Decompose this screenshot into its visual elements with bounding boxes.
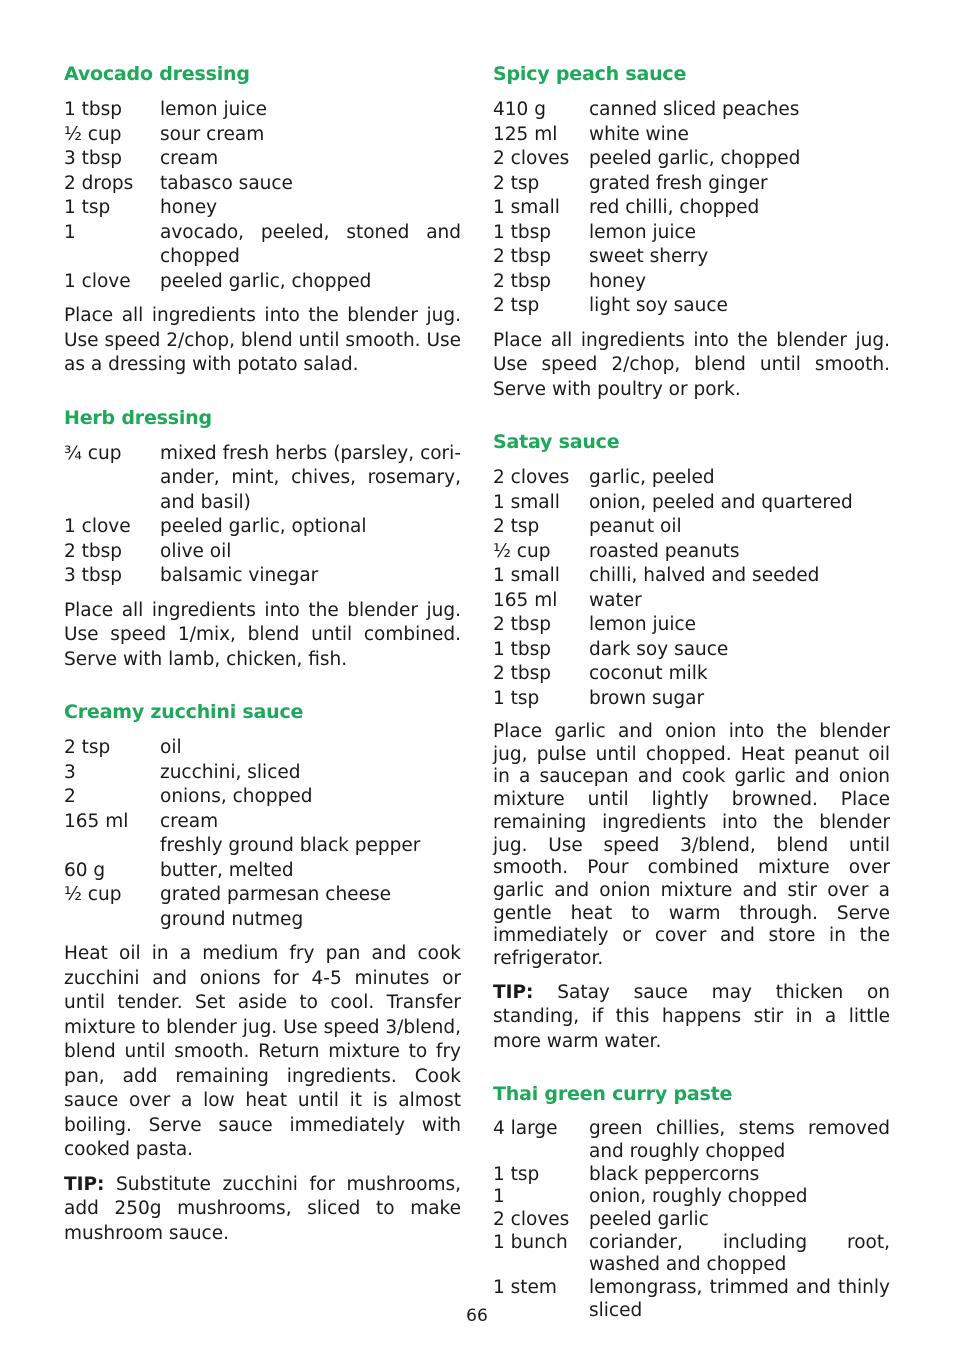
ingredient-desc: freshly ground black pepper <box>160 835 421 856</box>
ingredient-qty: 60 g <box>64 859 106 881</box>
ingredient-row <box>64 785 461 810</box>
ingredient-qty: 2 tsp <box>493 295 540 316</box>
ingredient-row <box>493 687 890 712</box>
recipe-tip <box>64 1173 461 1247</box>
ingredient-desc: coriander, including root, washed and chopped <box>589 1231 890 1276</box>
ingredient-desc: lemongrass, trimmed and thinly sliced <box>589 1277 890 1321</box>
ingredient-qty <box>64 908 160 933</box>
ingredient-row <box>64 196 461 221</box>
ingredient-desc: cream <box>160 810 219 832</box>
ingredient-desc: olive oil <box>160 540 232 562</box>
ingredient-desc: onions, chopped <box>160 786 313 807</box>
ingredient-list <box>64 442 461 589</box>
ingredient-row <box>64 736 461 761</box>
ingredient-row <box>493 1186 890 1209</box>
ingredient-qty: 1 tsp <box>493 1163 540 1185</box>
ingredient-row <box>493 221 890 246</box>
ingredient-list <box>64 736 461 932</box>
ingredient-row <box>64 810 461 835</box>
ingredient-desc: canned sliced peaches <box>589 99 800 120</box>
ingredient-desc: green chillies, stems removed and roughly chopped <box>589 1118 890 1162</box>
ingredient-row <box>493 245 890 270</box>
ingredient-qty: 2 tbsp <box>64 540 123 562</box>
recipe-avocado-dressing <box>64 62 461 378</box>
ingredient-list <box>493 98 890 319</box>
page-number: 66 <box>466 1306 488 1326</box>
ingredient-qty: 3 <box>64 761 76 783</box>
ingredient-desc: dark soy sauce <box>589 638 729 660</box>
ingredient-qty: 1 small <box>493 491 560 513</box>
ingredient-desc: coconut milk <box>589 663 708 684</box>
ingredient-qty: 1 tbsp <box>64 99 123 120</box>
ingredient-qty: ½ cup <box>64 884 122 905</box>
ingredient-desc: honey <box>160 197 218 218</box>
ingredient-desc: peeled garlic, chopped <box>160 270 372 292</box>
ingredient-qty: 2 tsp <box>493 516 540 537</box>
ingredient-qty: 125 ml <box>493 123 558 145</box>
ingredient-row <box>64 147 461 172</box>
recipe-method: Place all ingredients into the blender jug. Use speed 2/chop, blend until smooth. Use as a dressing with potato salad. <box>64 305 462 375</box>
recipe-title: Spicy peach sauce <box>493 63 687 85</box>
ingredient-desc: grated parmesan cheese <box>160 884 391 905</box>
right-column <box>493 58 890 1323</box>
ingredient-desc: sweet sherry <box>589 246 709 267</box>
ingredient-qty: 1 small <box>493 565 560 586</box>
ingredient-desc: butter, melted <box>160 859 294 881</box>
ingredient-qty: 2 cloves <box>493 148 570 169</box>
ingredient-row <box>64 859 461 884</box>
ingredient-qty: 1 <box>493 1186 505 1208</box>
recipe-title: Avocado dressing <box>64 63 250 85</box>
ingredient-desc: cream <box>160 148 219 169</box>
ingredient-row <box>493 270 890 295</box>
ingredient-qty: 2 tbsp <box>493 246 552 267</box>
ingredient-desc: roasted peanuts <box>589 540 740 562</box>
recipe-title: Satay sauce <box>493 431 620 453</box>
recipe-tip <box>493 981 890 1055</box>
tip-label: TIP: <box>64 1173 105 1195</box>
ingredient-qty: 1 <box>64 221 76 243</box>
ingredient-qty: 2 cloves <box>493 1209 570 1231</box>
ingredient-desc: sour cream <box>160 123 265 145</box>
ingredient-qty: 2 tsp <box>493 172 540 194</box>
tip-text: Satay sauce may thicken on standing, if this happens stir in a little more warm water. <box>493 981 890 1052</box>
ingredient-row <box>493 1232 890 1277</box>
ingredient-qty: ½ cup <box>64 123 122 145</box>
ingredient-qty: 2 <box>64 786 76 807</box>
ingredient-row <box>493 172 890 197</box>
ingredient-desc: brown sugar <box>589 687 705 709</box>
ingredient-row <box>493 1164 890 1187</box>
ingredient-desc: mixed fresh herbs (parsley, coriander, mint, chives, rosemary, and basil) <box>160 442 461 513</box>
ingredient-qty: 3 tbsp <box>64 148 123 169</box>
recipe-title: Creamy zucchini sauce <box>64 701 304 723</box>
ingredient-row <box>64 515 461 540</box>
ingredient-qty: 2 tbsp <box>493 663 552 684</box>
ingredient-row <box>493 147 890 172</box>
ingredient-row <box>493 638 890 663</box>
ingredient-qty: 1 clove <box>64 516 131 537</box>
ingredient-row <box>64 540 461 565</box>
ingredient-desc: onion, roughly chopped <box>589 1186 808 1208</box>
ingredient-row <box>64 761 461 786</box>
ingredient-row <box>64 172 461 197</box>
ingredient-row <box>64 442 461 516</box>
recipe-title: Herb dressing <box>64 406 212 429</box>
ingredient-desc: garlic, peeled <box>589 467 715 488</box>
ingredient-row <box>493 123 890 148</box>
recipe-satay-sauce <box>493 430 890 1054</box>
ingredient-qty <box>64 834 160 859</box>
ingredient-desc: light soy sauce <box>589 295 728 316</box>
ingredient-desc: lemon juice <box>589 221 697 243</box>
tip-text: Substitute zucchini for mushrooms, add 250g mushrooms, sliced to make mushroom sauce. <box>64 1173 461 1244</box>
ingredient-row <box>493 491 890 516</box>
ingredient-qty: 1 tsp <box>64 197 111 218</box>
ingredient-desc: peeled garlic, optional <box>160 516 367 537</box>
ingredient-desc: tabasco sauce <box>160 172 293 194</box>
ingredient-desc: balsamic vinegar <box>160 565 319 586</box>
recipe-method: Place all ingredients into the blender jug. Use speed 2/chop, blend until smooth. Serve with poultry or pork. <box>493 329 890 400</box>
ingredient-desc: peeled garlic, chopped <box>589 148 801 169</box>
ingredient-desc: grated fresh ginger <box>589 172 768 194</box>
ingredient-row <box>493 564 890 589</box>
ingredient-row <box>493 294 890 319</box>
recipe-method: Heat oil in a medium fry pan and cook zucchini and onions for 4-5 minutes or until tender. Set aside to cool. Transfer mixture to blender jug. Use speed 3/blend, blend until smooth. Return mixture to fry pan, add remaining ingredients. Cook sauce over a low heat until it is almost boiling. Serve sauce immediately with cooked pasta. <box>64 943 461 1160</box>
ingredient-qty: 1 stem <box>493 1277 557 1299</box>
ingredient-row <box>64 270 461 295</box>
ingredient-row <box>493 466 890 491</box>
ingredient-qty: 2 drops <box>64 172 134 194</box>
ingredient-row <box>64 564 461 589</box>
ingredient-desc: honey <box>589 270 647 292</box>
recipe-creamy-zucchini-sauce <box>64 700 461 1246</box>
ingredient-list <box>493 466 890 711</box>
ingredient-row <box>64 908 461 933</box>
ingredient-desc: zucchini, sliced <box>160 761 301 783</box>
ingredient-qty: ½ cup <box>493 540 551 562</box>
ingredient-row <box>493 196 890 221</box>
left-column <box>64 58 461 1246</box>
ingredient-desc: black peppercorns <box>589 1163 760 1185</box>
ingredient-qty: 1 clove <box>64 270 131 292</box>
ingredient-desc: lemon juice <box>160 99 268 120</box>
ingredient-row <box>64 221 461 270</box>
ingredient-qty: 1 tbsp <box>493 221 552 243</box>
ingredient-row <box>493 1209 890 1232</box>
ingredient-qty: 165 ml <box>493 589 558 611</box>
ingredient-desc: peanut oil <box>589 516 682 537</box>
ingredient-qty: 1 tsp <box>493 687 540 709</box>
ingredient-qty: 2 tsp <box>64 737 111 758</box>
ingredient-qty: 1 tbsp <box>493 638 552 660</box>
ingredient-qty: 2 tbsp <box>493 614 552 635</box>
ingredient-qty: ¾ cup <box>64 442 122 464</box>
ingredient-qty: 4 large <box>493 1118 558 1140</box>
ingredient-row <box>64 98 461 123</box>
ingredient-qty: 1 bunch <box>493 1231 568 1253</box>
ingredient-desc: peeled garlic <box>589 1209 709 1231</box>
ingredient-desc: avocado, peeled, stoned and chopped <box>160 221 461 267</box>
ingredient-desc: ground nutmeg <box>160 908 304 930</box>
ingredient-row <box>493 613 890 638</box>
ingredient-desc: lemon juice <box>589 614 697 635</box>
recipe-method: Place all ingredients into the blender jug. Use speed 1/mix, blend until combined. Serve with lamb, chicken, fish. <box>64 599 461 670</box>
ingredient-desc: red chilli, chopped <box>589 197 760 218</box>
ingredient-row <box>64 834 461 859</box>
ingredient-qty: 1 small <box>493 197 560 218</box>
ingredient-qty: 3 tbsp <box>64 565 123 586</box>
ingredient-row <box>493 662 890 687</box>
ingredient-desc: chilli, halved and seeded <box>589 565 820 586</box>
ingredient-desc: oil <box>160 737 182 758</box>
ingredient-desc: water <box>589 589 642 611</box>
ingredient-list <box>64 98 461 294</box>
tip-label: TIP: <box>493 981 534 1003</box>
ingredient-list <box>493 1118 890 1322</box>
ingredient-qty: 165 ml <box>64 810 129 832</box>
ingredient-qty: 2 tbsp <box>493 270 552 292</box>
ingredient-qty: 410 g <box>493 99 546 120</box>
ingredient-desc: white wine <box>589 123 689 145</box>
recipe-thai-green-curry-paste <box>493 1082 890 1322</box>
ingredient-desc: onion, peeled and quartered <box>589 491 853 513</box>
recipe-title: Thai green curry paste <box>493 1083 733 1106</box>
ingredient-row <box>64 883 461 908</box>
ingredient-row <box>493 515 890 540</box>
ingredient-qty: 2 cloves <box>493 467 570 488</box>
ingredient-row <box>493 1118 890 1163</box>
ingredient-row <box>493 98 890 123</box>
recipe-spicy-peach-sauce <box>493 62 890 402</box>
ingredient-row <box>493 540 890 565</box>
recipe-herb-dressing <box>64 406 461 673</box>
recipe-method: Place garlic and onion into the blender jug, pulse until chopped. Heat peanut oil in a saucepan and cook garlic and onion mixture until lightly browned. Place remaining ingredients into the blender jug. Use speed 3/blend, blend until smooth. Pour combined mixture over garlic and onion mixture and stir over a gentle heat to warm through. Serve immediately or cover and store in the refrigerator. <box>493 721 890 970</box>
ingredient-row <box>64 123 461 148</box>
ingredient-row <box>493 589 890 614</box>
